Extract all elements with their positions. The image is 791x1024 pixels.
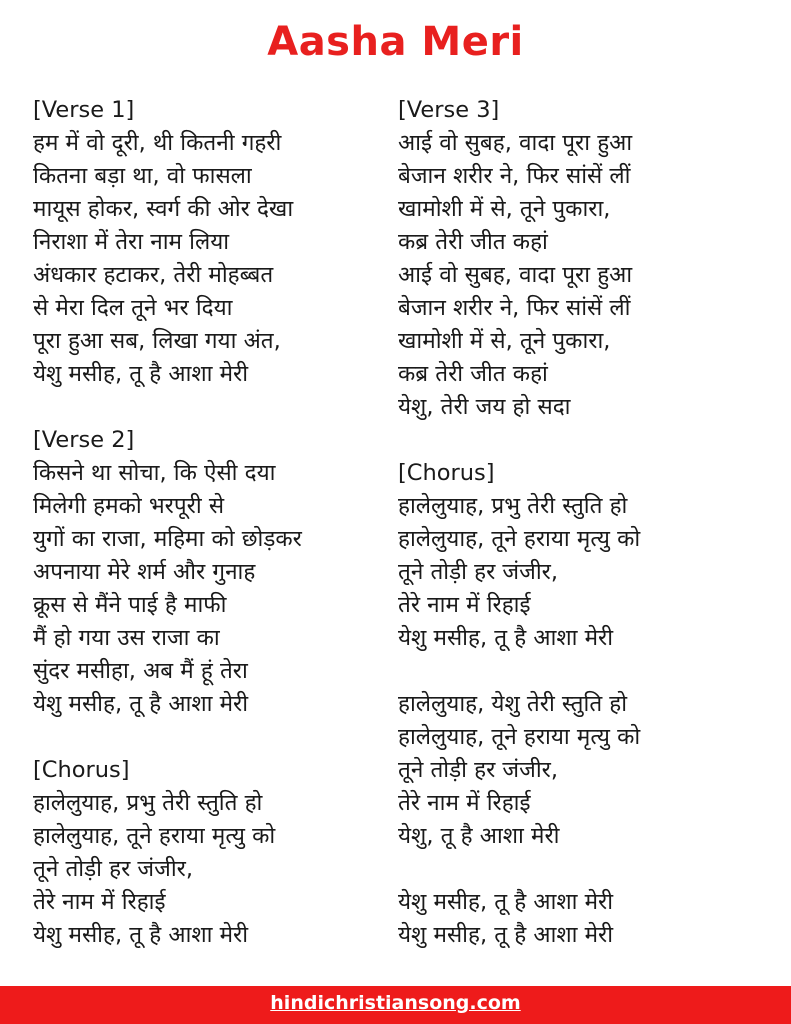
footer-bar [0, 986, 791, 1024]
lyric-line: तेरे नाम में रिहाई [398, 592, 531, 618]
lyric-line: येशु मसीह, तू है आशा मेरी [398, 922, 614, 948]
section-heading: [Chorus] [33, 757, 130, 783]
lyric-line: कब्र तेरी जीत कहां [398, 361, 548, 387]
lyric-line: मायूस होकर, स्वर्ग की ओर देखा [33, 196, 294, 222]
lyric-line: हालेलुयाह, येशु तेरी स्तुति हो [398, 691, 628, 717]
lyric-line: मैं हो गया उस राजा का [33, 625, 220, 651]
lyric-line: येशु मसीह, तू है आशा मेरी [398, 625, 614, 651]
lyrics-section [398, 886, 778, 952]
lyric-line: येशु मसीह, तू है आशा मेरी [33, 361, 249, 387]
lyric-line: तूने तोड़ी हर जंजीर, [398, 757, 559, 783]
lyrics-section [398, 94, 778, 424]
lyric-line: तेरे नाम में रिहाई [398, 790, 531, 816]
lyric-line: हालेलुयाह, तूने हराया मृत्यु को [33, 823, 276, 849]
lyrics-section [33, 94, 383, 391]
website-link[interactable]: hindichristiansong.com [270, 992, 521, 1014]
lyric-line: खामोशी में से, तूने पुकारा, [398, 328, 611, 354]
lyric-line: किसने था सोचा, कि ऐसी दया [33, 460, 276, 486]
lyric-line: निराशा में तेरा नाम लिया [33, 229, 230, 255]
lyric-line: येशु, तेरी जय हो सदा [398, 394, 571, 420]
lyric-line: हालेलुयाह, प्रभु तेरी स्तुति हो [398, 493, 628, 519]
lyric-line: खामोशी में से, तूने पुकारा, [398, 196, 611, 222]
lyric-line: हालेलुयाह, प्रभु तेरी स्तुति हो [33, 790, 263, 816]
lyric-line: आई वो सुबह, वादा पूरा हुआ [398, 262, 633, 288]
lyrics-column-right [398, 94, 778, 985]
lyrics-section [33, 424, 383, 721]
lyric-line: तूने तोड़ी हर जंजीर, [398, 559, 559, 585]
lyric-line: येशु मसीह, तू है आशा मेरी [33, 691, 249, 717]
lyric-line: येशु, तू है आशा मेरी [398, 823, 560, 849]
lyric-line: तूने तोड़ी हर जंजीर, [33, 856, 194, 882]
lyric-line: अंधकार हटाकर, तेरी मोहब्बत [33, 262, 274, 288]
section-heading: [Chorus] [398, 460, 495, 486]
lyric-line: आई वो सुबह, वादा पूरा हुआ [398, 130, 633, 156]
lyric-line: कितना बड़ा था, वो फासला [33, 163, 252, 189]
section-heading: [Verse 1] [33, 97, 135, 123]
lyrics-section [398, 457, 778, 655]
lyric-line: हालेलुयाह, तूने हराया मृत्यु को [398, 526, 641, 552]
lyric-line: मिलेगी हमको भरपूरी से [33, 493, 225, 519]
lyric-line: पूरा हुआ सब, लिखा गया अंत, [33, 328, 281, 354]
lyric-line: बेजान शरीर ने, फिर सांसें लीं [398, 295, 631, 321]
lyric-line: सुंदर मसीहा, अब मैं हूं तेरा [33, 658, 248, 684]
lyric-line: कब्र तेरी जीत कहां [398, 229, 548, 255]
lyric-line: बेजान शरीर ने, फिर सांसें लीं [398, 163, 631, 189]
section-heading: [Verse 2] [33, 427, 135, 453]
lyric-line: क्रूस से मैंने पाई है माफी [33, 592, 227, 618]
lyric-line: अपनाया मेरे शर्म और गुनाह [33, 559, 256, 585]
lyric-line: हालेलुयाह, तूने हराया मृत्यु को [398, 724, 641, 750]
lyric-line: से मेरा दिल तूने भर दिया [33, 295, 233, 321]
lyrics-section [33, 754, 383, 952]
lyric-line: हम में वो दूरी, थी कितनी गहरी [33, 130, 282, 156]
song-title: Aasha Meri [267, 19, 524, 65]
lyric-line: युगों का राजा, महिमा को छोड़कर [33, 526, 302, 552]
lyric-line: तेरे नाम में रिहाई [33, 889, 166, 915]
section-heading: [Verse 3] [398, 97, 500, 123]
lyrics-column-left [33, 94, 383, 985]
lyrics-section [398, 688, 778, 853]
lyric-line: येशु मसीह, तू है आशा मेरी [33, 922, 249, 948]
lyric-line: येशु मसीह, तू है आशा मेरी [398, 889, 614, 915]
